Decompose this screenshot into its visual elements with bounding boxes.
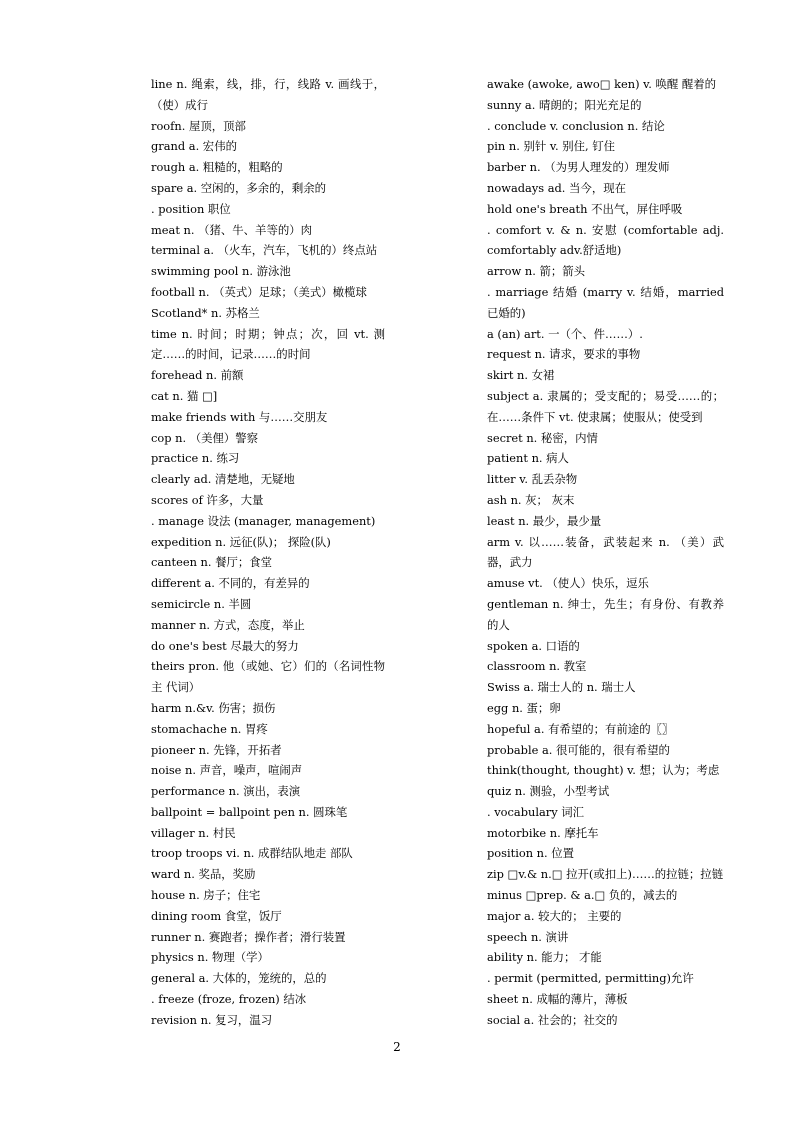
vocabulary-entry: . position 职位 (151, 201, 231, 216)
vocabulary-entry: spoken a. 口语的 (487, 638, 580, 653)
vocabulary-entry: pin n. 别针 v. 别住, 钉住 (487, 139, 615, 154)
vocabulary-entry: scores of 许多，大量 (151, 492, 264, 507)
vocabulary-entry: theirs pron. 他（或她、它）们的（名词性物 主 代词） (151, 659, 385, 695)
vocabulary-entry: sheet n. 成幅的薄片，薄板 (487, 992, 628, 1007)
vocabulary-entry: . conclude v. conclusion n. 结论 (487, 118, 665, 133)
vocabulary-entry: pioneer n. 先锋，开拓者 (151, 742, 282, 757)
vocabulary-entry: . marriage 结婚 (marry v. 结婚，married 已婚的) (487, 284, 724, 320)
vocabulary-entry: barber n. （为男人理发的）理发师 (487, 160, 670, 175)
vocabulary-entry: Scotland* n. 苏格兰 (151, 305, 260, 320)
vocabulary-entry: motorbike n. 摩托车 (487, 825, 599, 840)
vocabulary-entry: Swiss a. 瑞士人的 n. 瑞士人 (487, 680, 636, 695)
vocabulary-entry: ability n. 能力； 才能 (487, 950, 602, 965)
vocabulary-entry: ballpoint = ballpoint pen n. 圆珠笔 (151, 804, 348, 819)
vocabulary-entry: time n. 时间；时期；钟点；次，回 vt. 测定……的时间，记录……的时间 (151, 326, 385, 362)
vocabulary-entry: house n. 房子；住宅 (151, 888, 261, 903)
left-column (151, 74, 385, 1031)
vocabulary-entry: ward n. 奖品，奖励 (151, 867, 256, 882)
vocabulary-entry: . comfort v. & n. 安慰 (comfortable adj. comfortably adv.舒适地) (487, 222, 724, 258)
vocabulary-entry: expedition n. 远征(队)； 探险(队) (151, 534, 331, 549)
vocabulary-entry: forehead n. 前额 (151, 368, 244, 383)
vocabulary-entry: secret n. 秘密，内情 (487, 430, 598, 445)
vocabulary-entry: skirt n. 女裙 (487, 368, 555, 383)
vocabulary-entry: amuse vt. （使人）快乐，逗乐 (487, 576, 649, 591)
vocabulary-entry: litter v. 乱丢杂物 (487, 472, 578, 487)
vocabulary-entry: grand a. 宏伟的 (151, 139, 237, 154)
vocabulary-entry: villager n. 村民 (151, 825, 236, 840)
vocabulary-entry: swimming pool n. 游泳池 (151, 264, 291, 279)
vocabulary-entry: meat n. （猪、牛、羊等的）肉 (151, 222, 313, 237)
vocabulary-entry: cat n. 猫 □] (151, 388, 218, 403)
vocabulary-entry: runner n. 赛跑者；操作者；滑行装置 (151, 929, 346, 944)
vocabulary-entry: hold one's breath 不出气，屏住呼吸 (487, 201, 683, 216)
vocabulary-entry: line n. 绳索，线，排，行，线路 v. 画线于，（使）成行 (151, 77, 385, 112)
vocabulary-entry: quiz n. 测验，小型考试 (487, 784, 610, 799)
vocabulary-entry: social a. 社会的；社交的 (487, 1012, 618, 1027)
vocabulary-entry: . freeze (froze, frozen) 结冰 (151, 992, 307, 1007)
vocabulary-entry: least n. 最少，最少量 (487, 513, 602, 528)
vocabulary-entry: spare a. 空闲的，多余的，剩余的 (151, 180, 327, 195)
vocabulary-entry: . vocabulary 词汇 (487, 804, 585, 819)
vocabulary-entry: nowadays ad. 当今，现在 (487, 180, 626, 195)
vocabulary-entry: minus □prep. & a.□ 负的，减去的 (487, 888, 678, 903)
vocabulary-entry: terminal a. （火车，汽车，飞机的）终点站 (151, 243, 378, 258)
vocabulary-entry: speech n. 演讲 (487, 929, 569, 944)
vocabulary-entry: position n. 位置 (487, 846, 575, 861)
vocabulary-entry: ash n. 灰； 灰末 (487, 492, 575, 507)
vocabulary-entry: canteen n. 餐厅；食堂 (151, 555, 273, 570)
vocabulary-entry: major a. 较大的； 主要的 (487, 908, 622, 923)
vocabulary-entry: physics n. 物理（学） (151, 950, 269, 965)
vocabulary-entry: subject a. 隶属的；受支配的；易受……的；在……条件下 vt. 使隶属；使服从；使受到 (487, 388, 724, 424)
vocabulary-entry: clearly ad. 清楚地，无疑地 (151, 472, 295, 487)
vocabulary-entry: gentleman n. 绅士，先生；有身份、有教养的人 (487, 596, 724, 632)
vocabulary-entry: stomachache n. 胃疼 (151, 721, 268, 736)
vocabulary-entry: roofn. 屋顶，顶部 (151, 118, 246, 133)
vocabulary-entry: rough a. 粗糙的，粗略的 (151, 160, 283, 175)
vocabulary-entry: cop n. （美俚）警察 (151, 430, 259, 445)
vocabulary-entry: arrow n. 箭；箭头 (487, 264, 586, 279)
vocabulary-entry: do one's best 尽最大的努力 (151, 638, 299, 653)
vocabulary-entry: arm v. 以……装备，武装起来 n. （美）武器，武力 (487, 534, 724, 570)
vocabulary-entry: sunny a. 晴朗的；阳光充足的 (487, 97, 642, 112)
vocabulary-entry: dining room 食堂，饭厅 (151, 908, 282, 923)
right-column (487, 74, 724, 1031)
vocabulary-entry: probable a. 很可能的，很有希望的 (487, 742, 670, 757)
vocabulary-entry: revision n. 复习，温习 (151, 1012, 273, 1027)
vocabulary-entry: performance n. 演出，表演 (151, 784, 301, 799)
vocabulary-entry: noise n. 声音，噪声，喧闹声 (151, 763, 303, 778)
vocabulary-entry: harm n.&v. 伤害；损伤 (151, 700, 276, 715)
vocabulary-entry: semicircle n. 半圆 (151, 596, 252, 611)
vocabulary-entry: think(thought, thought) v. 想；认为；考虑 (487, 763, 720, 778)
vocabulary-entry: different a. 不同的，有差异的 (151, 576, 310, 591)
vocabulary-entry: awake (awoke, awo□ ken) v. 唤醒 醒着的 (487, 77, 717, 91)
vocabulary-entry: practice n. 练习 (151, 451, 240, 466)
vocabulary-entry: manner n. 方式，态度，举止 (151, 617, 305, 632)
vocabulary-entry: . permit (permitted, permitting)允许 (487, 971, 694, 986)
vocabulary-entry: general a. 大体的，笼统的，总的 (151, 971, 327, 986)
vocabulary-entry: troop troops vi. n. 成群结队地走 部队 (151, 846, 353, 861)
vocabulary-entry: zip □v.& n.□ 拉开(或扣上)……的拉链；拉链 (487, 867, 724, 882)
vocabulary-entry: make friends with 与……交朋友 (151, 409, 328, 424)
vocabulary-entry: football n. （英式）足球；（美式）橄榄球 (151, 284, 367, 299)
vocabulary-entry: classroom n. 教室 (487, 659, 587, 674)
vocabulary-entry: patient n. 病人 (487, 451, 569, 466)
vocabulary-entry: a (an) art. 一（个、件……）. (487, 326, 643, 341)
vocabulary-entry: request n. 请求，要求的事物 (487, 347, 641, 362)
vocabulary-entry: . manage 设法 (manager, management) (151, 513, 376, 528)
vocabulary-entry: egg n. 蛋；卵 (487, 700, 561, 715)
vocabulary-entry: hopeful a. 有希望的；有前途的〖〗 (487, 721, 674, 736)
page-number: 2 (393, 1040, 401, 1054)
